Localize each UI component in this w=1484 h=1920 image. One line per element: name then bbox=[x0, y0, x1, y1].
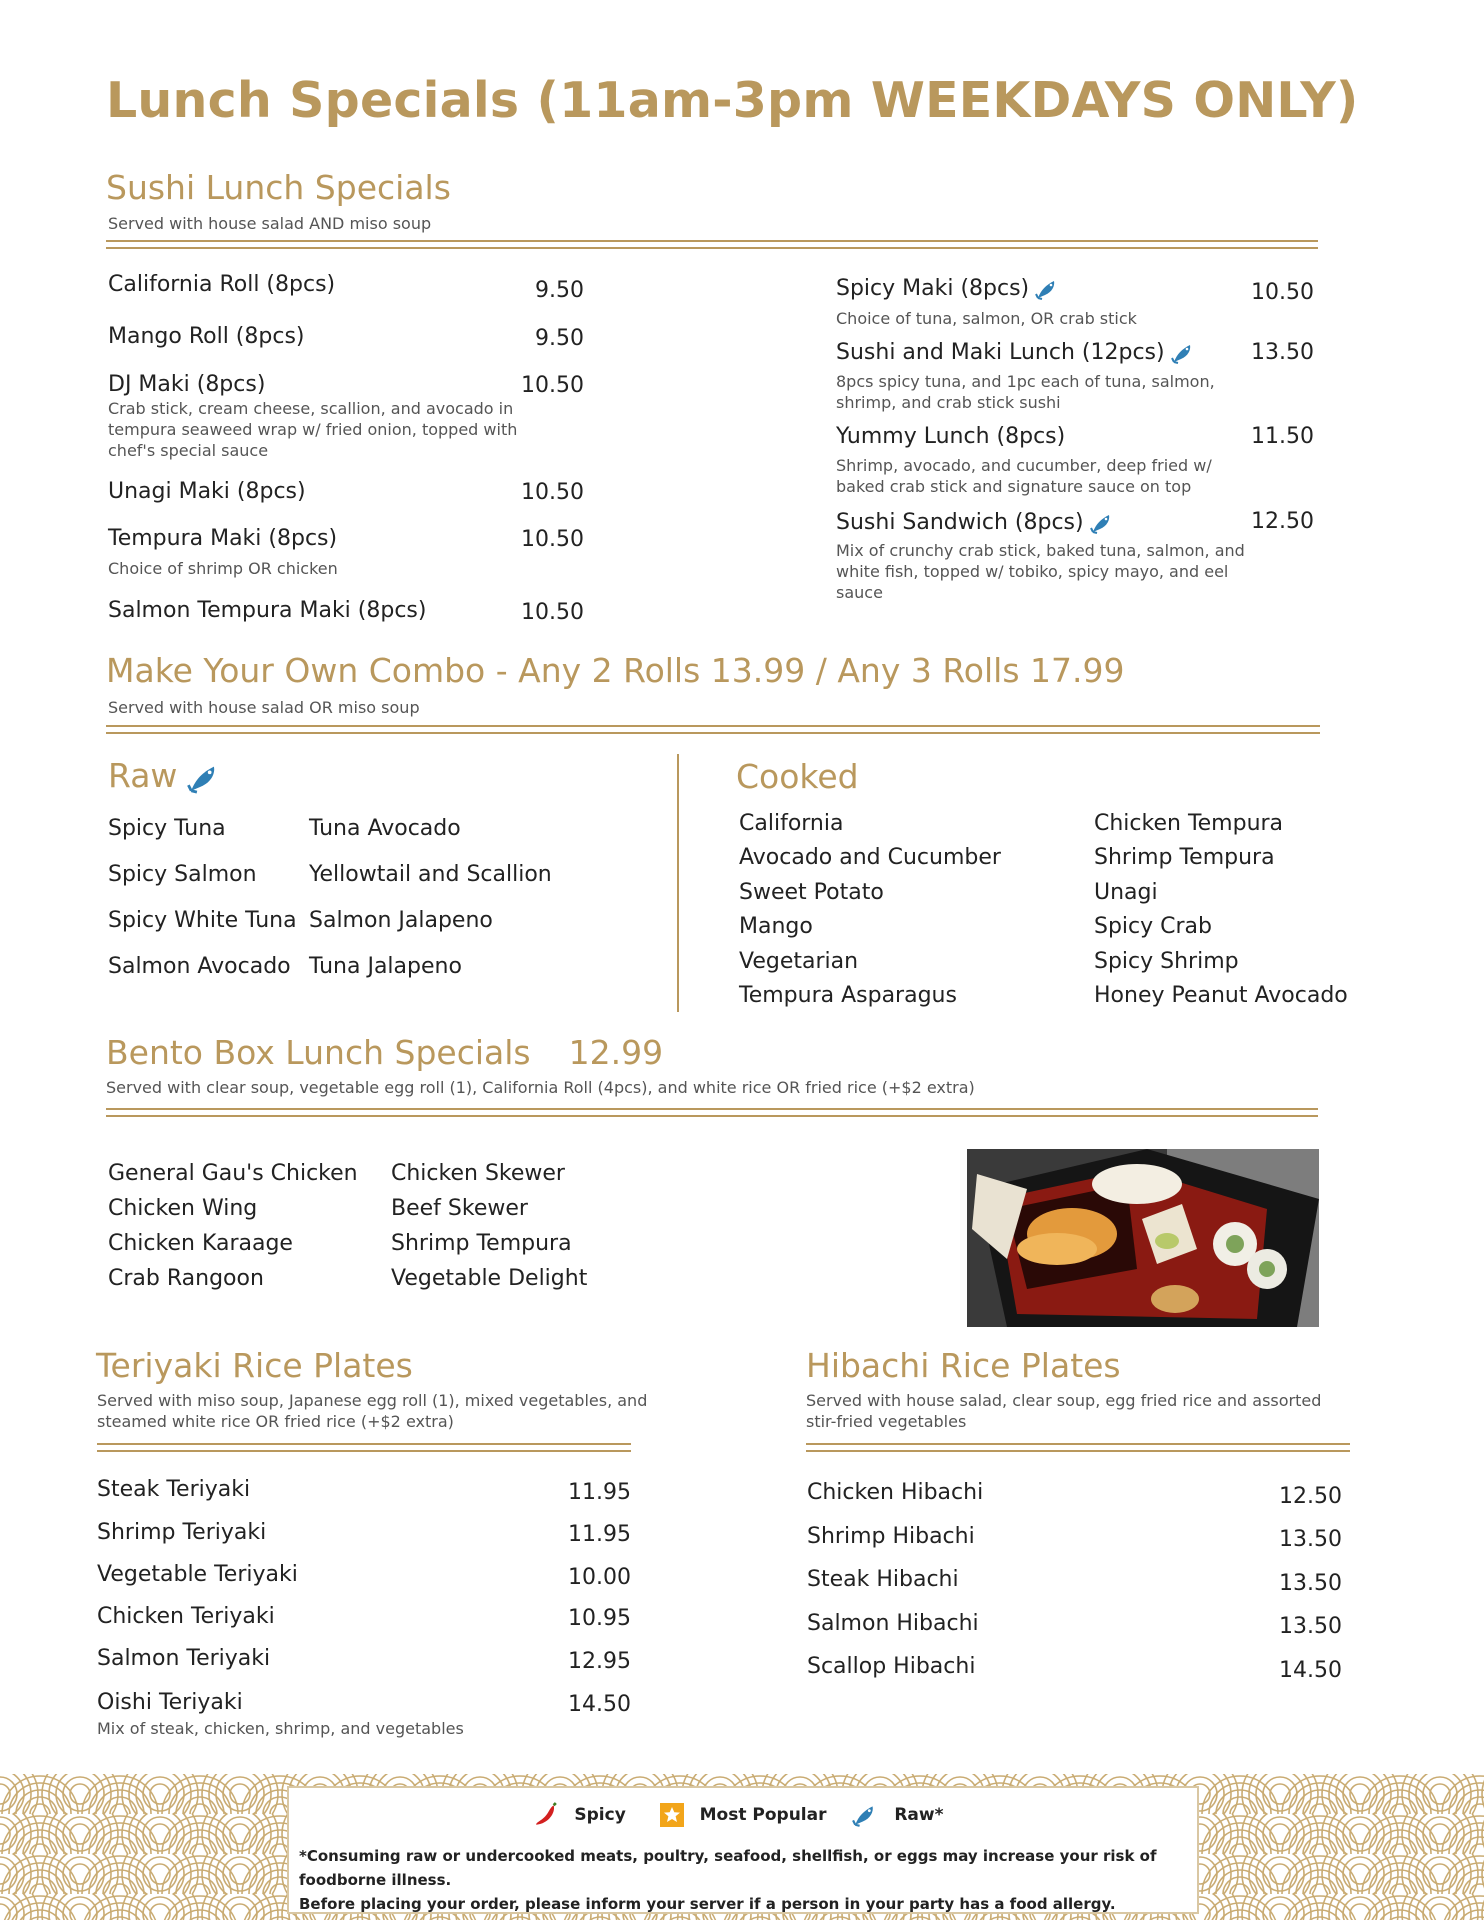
bento-item: Chicken Skewer bbox=[391, 1161, 565, 1186]
menu-item-name: DJ Maki (8pcs) bbox=[108, 372, 266, 397]
raw-roll-item: Salmon Jalapeno bbox=[309, 908, 493, 933]
allergy-notice: *Consuming raw or undercooked meats, poultry, seafood, shellfish, or eggs may increase your risk of foodborne illness. Before placing your order, please inform your server if a person in your party has a food allergy. bbox=[299, 1847, 1157, 1913]
menu-item-name: Unagi Maki (8pcs) bbox=[108, 479, 306, 504]
menu-item-name: Mango Roll (8pcs) bbox=[108, 324, 305, 349]
menu-item-price: 12.95 bbox=[568, 1649, 631, 1674]
legend-box bbox=[287, 1786, 1199, 1914]
section-divider bbox=[106, 240, 1318, 249]
menu-item-description: 8pcs spicy tuna, and 1pc each of tuna, salmon, shrimp, and crab stick sushi bbox=[836, 372, 1215, 412]
section-divider bbox=[97, 1443, 631, 1452]
column-divider bbox=[677, 754, 679, 1012]
bento-section-title: Bento Box Lunch Specials 12.99 bbox=[106, 1033, 664, 1072]
cooked-roll-item: Spicy Shrimp bbox=[1094, 949, 1239, 974]
menu-item-price: 10.50 bbox=[521, 600, 584, 625]
raw-roll-item: Spicy Salmon bbox=[108, 862, 257, 887]
menu-item-price: 13.50 bbox=[1251, 340, 1314, 365]
menu-item-price: 13.50 bbox=[1279, 1614, 1342, 1639]
legend-row bbox=[289, 1802, 1197, 1828]
menu-item-price: 12.50 bbox=[1251, 509, 1314, 534]
menu-item-name: Oishi Teriyaki bbox=[97, 1690, 243, 1715]
sushi-section-subtitle: Served with house salad AND miso soup bbox=[108, 214, 432, 233]
menu-item-price: 14.50 bbox=[568, 1692, 631, 1717]
menu-item-name: Spicy Maki (8pcs) bbox=[836, 276, 1059, 301]
legend-spicy: Spicy bbox=[574, 1805, 626, 1825]
raw-roll-item: Salmon Avocado bbox=[108, 954, 291, 979]
fish-icon bbox=[852, 1802, 878, 1828]
menu-item-price: 9.50 bbox=[535, 278, 584, 303]
teriyaki-section-subtitle: Served with miso soup, Japanese egg roll (1), mixed vegetables, and steamed white rice OR fried rice (+$2 extra) bbox=[97, 1391, 648, 1431]
teriyaki-section-title: Teriyaki Rice Plates bbox=[96, 1346, 413, 1385]
cooked-roll-item: Honey Peanut Avocado bbox=[1094, 983, 1348, 1008]
menu-item-name: Chicken Teriyaki bbox=[97, 1604, 275, 1629]
menu-item-price: 13.50 bbox=[1279, 1571, 1342, 1596]
menu-item-price: 11.50 bbox=[1251, 424, 1314, 449]
fish-icon bbox=[187, 761, 221, 795]
menu-item-name: Vegetable Teriyaki bbox=[97, 1562, 298, 1587]
menu-item-name: Shrimp Teriyaki bbox=[97, 1520, 267, 1545]
menu-item-name: Scallop Hibachi bbox=[807, 1654, 976, 1679]
bento-item: General Gau's Chicken bbox=[108, 1161, 358, 1186]
menu-item-name: Salmon Hibachi bbox=[807, 1611, 979, 1636]
cooked-title: Cooked bbox=[736, 757, 859, 796]
hibachi-section-title: Hibachi Rice Plates bbox=[806, 1346, 1121, 1385]
menu-item-name: Salmon Tempura Maki (8pcs) bbox=[108, 598, 427, 623]
bento-item: Chicken Karaage bbox=[108, 1231, 293, 1256]
section-divider bbox=[806, 1443, 1350, 1452]
menu-item-price: 10.50 bbox=[521, 527, 584, 552]
menu-item-price: 10.95 bbox=[568, 1606, 631, 1631]
menu-item-price: 12.50 bbox=[1279, 1484, 1342, 1509]
bento-price: 12.99 bbox=[568, 1033, 664, 1072]
bento-section-subtitle: Served with clear soup, vegetable egg roll (1), California Roll (4pcs), and white rice OR fried rice (+$2 extra) bbox=[106, 1078, 975, 1097]
cooked-roll-item: Vegetarian bbox=[739, 949, 859, 974]
bento-item: Chicken Wing bbox=[108, 1196, 258, 1221]
bento-item: Shrimp Tempura bbox=[391, 1231, 572, 1256]
chili-icon bbox=[532, 1802, 558, 1828]
menu-item-name: Steak Hibachi bbox=[807, 1567, 959, 1592]
menu-item-name: Steak Teriyaki bbox=[97, 1477, 251, 1502]
menu-item-price: 10.50 bbox=[1251, 280, 1314, 305]
combo-section-title: Make Your Own Combo - Any 2 Rolls 13.99 / Any 3 Rolls 17.99 bbox=[106, 651, 1125, 690]
raw-roll-item: Tuna Jalapeno bbox=[309, 954, 462, 979]
menu-item-description: Choice of shrimp OR chicken bbox=[108, 559, 338, 578]
raw-roll-item: Tuna Avocado bbox=[309, 816, 461, 841]
bento-item: Vegetable Delight bbox=[391, 1266, 588, 1291]
raw-roll-item: Spicy White Tuna bbox=[108, 908, 297, 933]
menu-item-price: 11.95 bbox=[568, 1480, 631, 1505]
menu-item-name: Chicken Hibachi bbox=[807, 1480, 984, 1505]
menu-item-description: Shrimp, avocado, and cucumber, deep fried w/ baked crab stick and signature sauce on top bbox=[836, 456, 1212, 496]
menu-item-name: California Roll (8pcs) bbox=[108, 272, 336, 297]
menu-item-price: 10.50 bbox=[521, 480, 584, 505]
menu-item-description: Crab stick, cream cheese, scallion, and avocado in tempura seaweed wrap w/ fried onion, topped with chef's special sauce bbox=[108, 399, 518, 460]
page-title: Lunch Specials (11am-3pm WEEKDAYS ONLY) bbox=[106, 72, 1359, 129]
cooked-roll-item: California bbox=[739, 811, 844, 836]
menu-item-price: 13.50 bbox=[1279, 1527, 1342, 1552]
section-divider bbox=[106, 725, 1320, 734]
cooked-roll-item: Spicy Crab bbox=[1094, 914, 1213, 939]
cooked-roll-item: Sweet Potato bbox=[739, 880, 884, 905]
star-icon bbox=[660, 1803, 684, 1827]
menu-item-name: Shrimp Hibachi bbox=[807, 1524, 975, 1549]
menu-item-price: 10.00 bbox=[568, 1565, 631, 1590]
cooked-roll-item: Avocado and Cucumber bbox=[739, 845, 1001, 870]
raw-roll-item: Yellowtail and Scallion bbox=[309, 862, 552, 887]
cooked-roll-item: Tempura Asparagus bbox=[739, 983, 957, 1008]
menu-item-name: Yummy Lunch (8pcs) bbox=[836, 424, 1066, 449]
raw-roll-item: Spicy Tuna bbox=[108, 816, 226, 841]
fish-icon bbox=[1035, 277, 1059, 301]
menu-item-price: 10.50 bbox=[521, 373, 584, 398]
menu-item-name: Salmon Teriyaki bbox=[97, 1646, 271, 1671]
fish-icon bbox=[1171, 341, 1195, 365]
legend-most-popular: Most Popular bbox=[699, 1805, 827, 1825]
menu-item-description: Mix of steak, chicken, shrimp, and vegetables bbox=[97, 1719, 464, 1738]
menu-item-description: Choice of tuna, salmon, OR crab stick bbox=[836, 309, 1137, 328]
menu-item-price: 14.50 bbox=[1279, 1658, 1342, 1683]
raw-title: Raw bbox=[108, 756, 221, 795]
bento-box-photo bbox=[967, 1149, 1319, 1327]
menu-item-price: 9.50 bbox=[535, 326, 584, 351]
bento-item: Crab Rangoon bbox=[108, 1266, 264, 1291]
cooked-roll-item: Chicken Tempura bbox=[1094, 811, 1284, 836]
section-divider bbox=[106, 1108, 1318, 1117]
cooked-roll-item: Unagi bbox=[1094, 880, 1158, 905]
fish-icon bbox=[1090, 511, 1114, 535]
cooked-roll-item: Shrimp Tempura bbox=[1094, 845, 1275, 870]
menu-item-name: Sushi and Maki Lunch (12pcs) bbox=[836, 340, 1195, 365]
sushi-section-title: Sushi Lunch Specials bbox=[106, 168, 451, 207]
menu-item-name: Tempura Maki (8pcs) bbox=[108, 526, 338, 551]
combo-section-subtitle: Served with house salad OR miso soup bbox=[108, 698, 420, 717]
legend-raw: Raw* bbox=[894, 1805, 944, 1825]
menu-item-description: Mix of crunchy crab stick, baked tuna, salmon, and white fish, topped w/ tobiko, spicy mayo, and eel sauce bbox=[836, 541, 1245, 602]
bento-item: Beef Skewer bbox=[391, 1196, 528, 1221]
hibachi-section-subtitle: Served with house salad, clear soup, egg fried rice and assorted stir-fried vegetables bbox=[806, 1391, 1322, 1431]
cooked-roll-item: Mango bbox=[739, 914, 813, 939]
menu-item-name: Sushi Sandwich (8pcs) bbox=[836, 510, 1114, 535]
menu-item-price: 11.95 bbox=[568, 1522, 631, 1547]
